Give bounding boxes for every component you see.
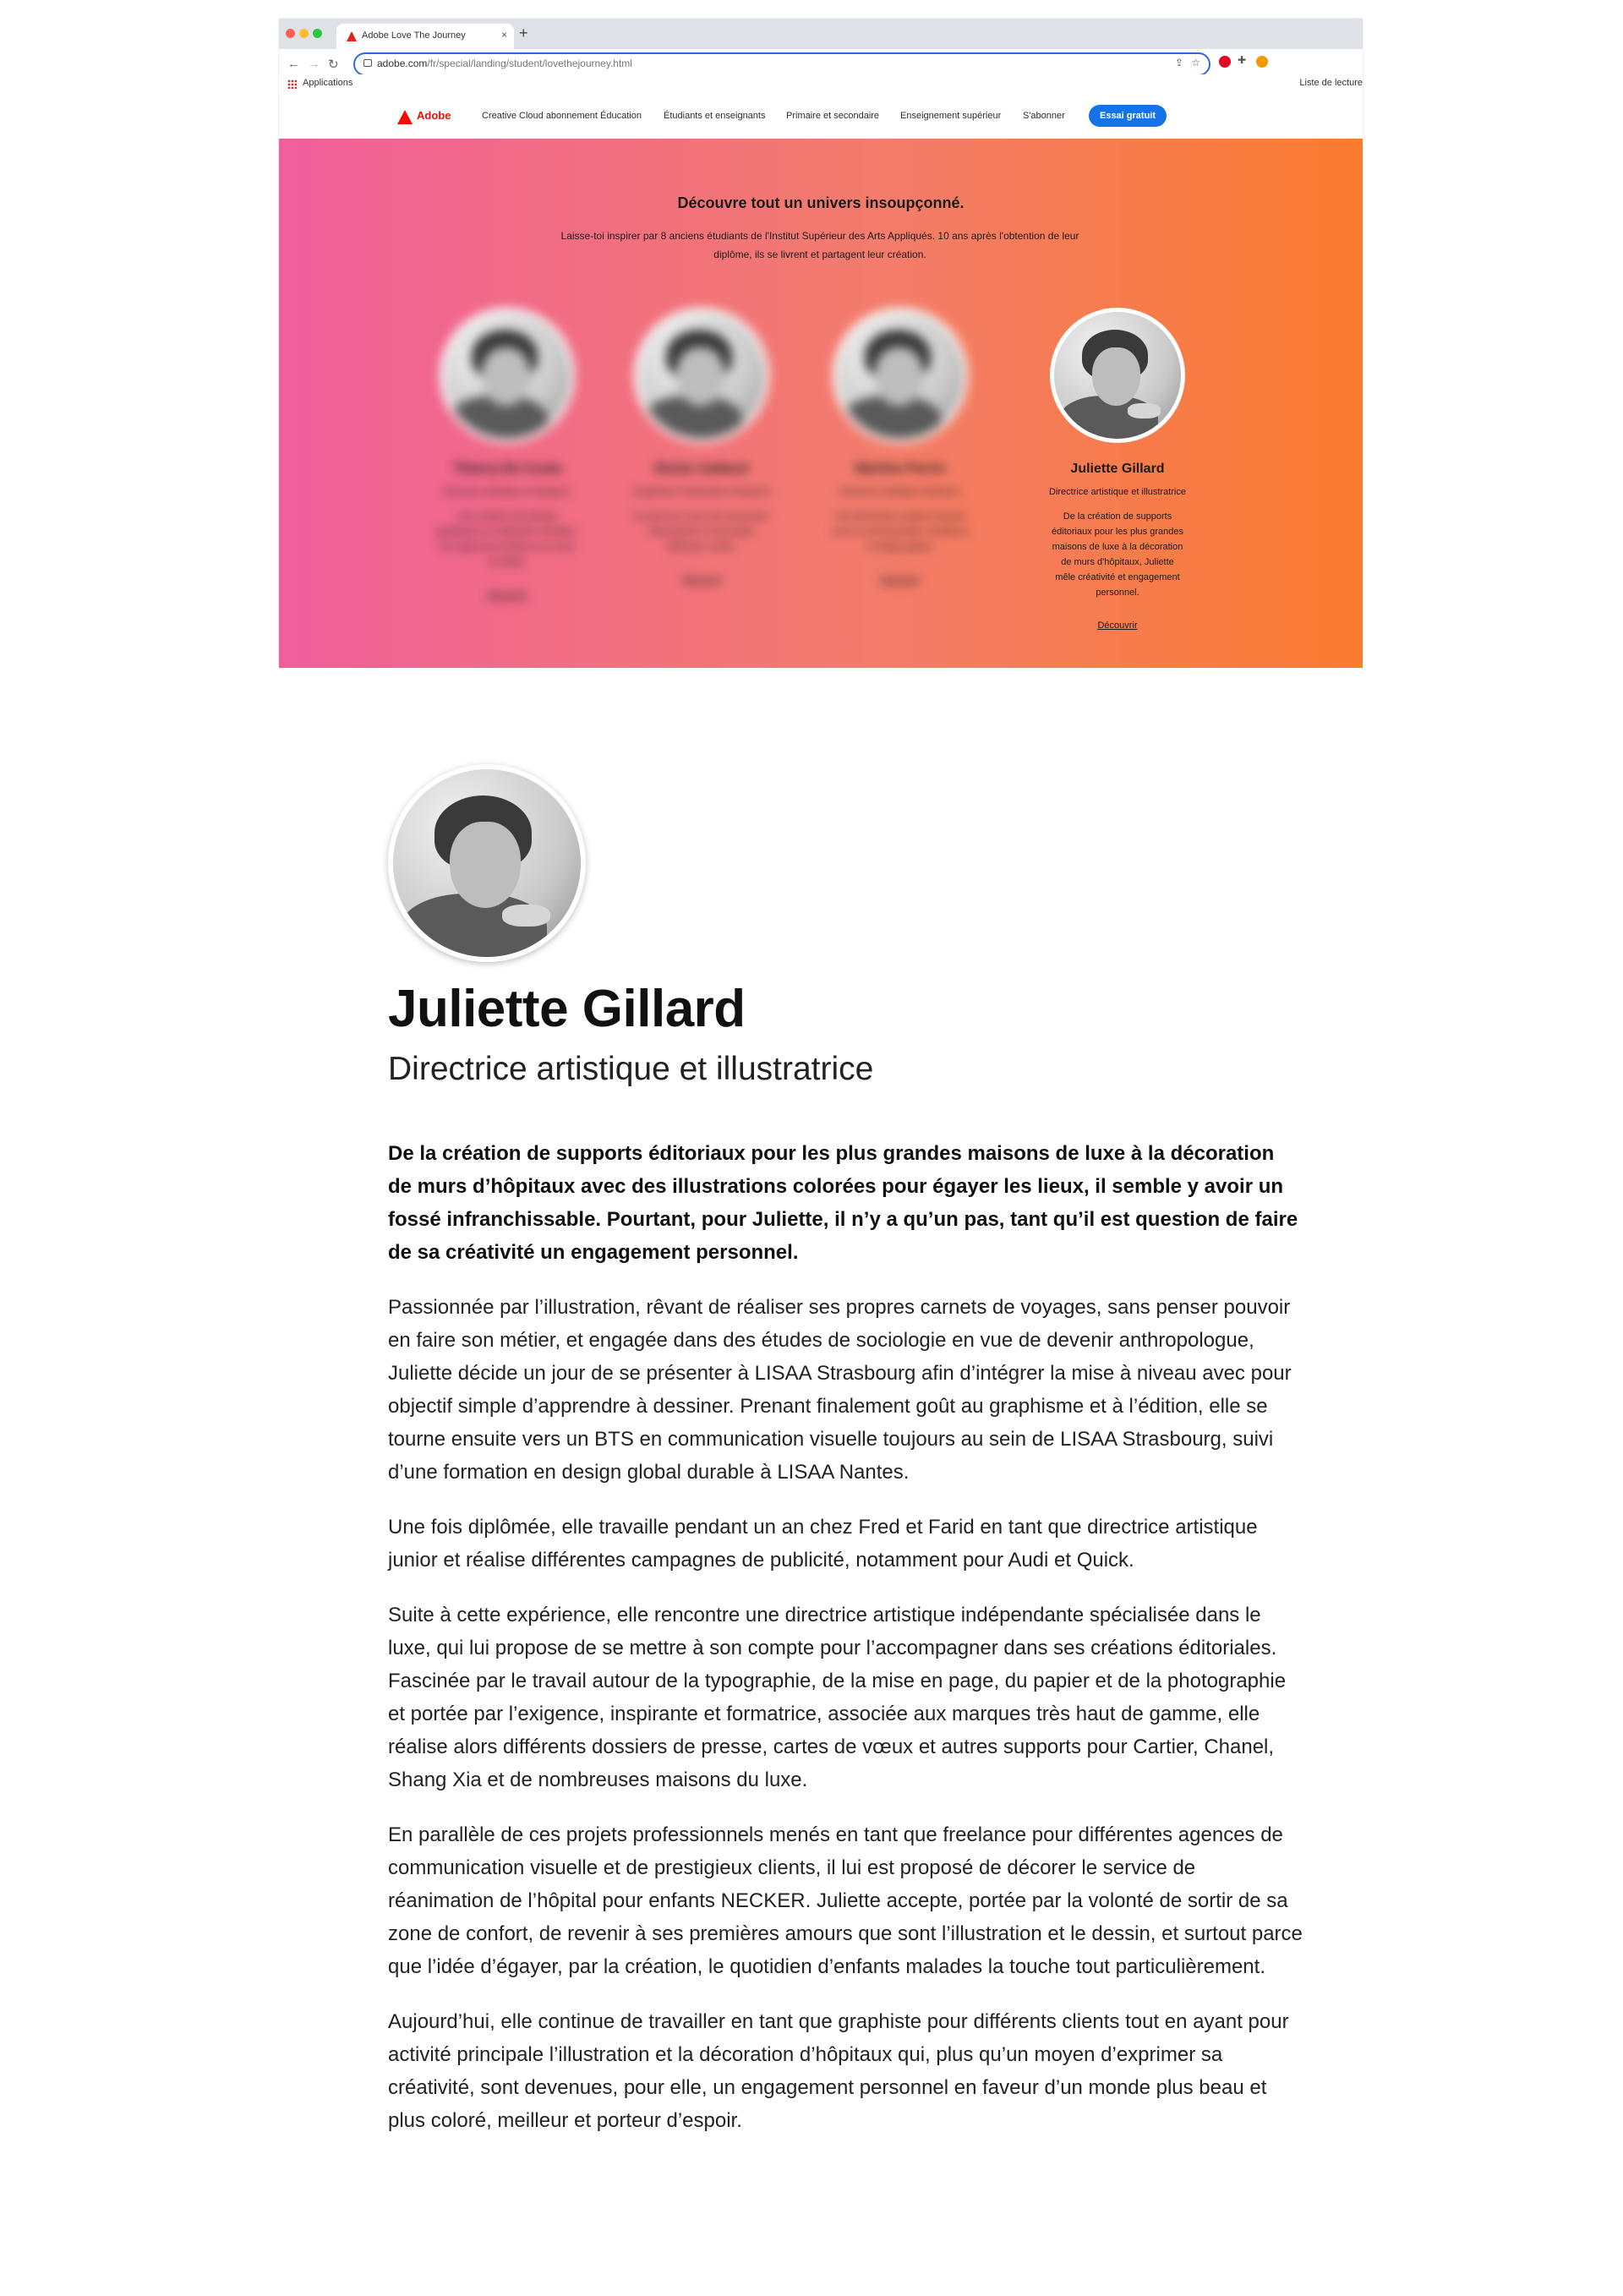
- tab-close-icon[interactable]: ×: [500, 29, 507, 41]
- article-role: Directrice artistique et illustratrice: [388, 1051, 874, 1087]
- discover-link[interactable]: Découvrir: [487, 590, 527, 600]
- adobe-logo-icon[interactable]: [397, 110, 413, 124]
- minimize-window-button[interactable]: [299, 29, 309, 38]
- student-avatar[interactable]: [634, 308, 769, 443]
- url-text[interactable]: [377, 57, 632, 69]
- student-role: Graphiste et illustratrice freelance: [632, 487, 771, 497]
- browser-screenshot: [279, 19, 1363, 668]
- student-role: Directrice artistique et illustratrice: [1049, 487, 1186, 497]
- adobe-global-nav: [279, 93, 1363, 139]
- tab-adobe[interactable]: [336, 24, 514, 49]
- student-role: Directeur artistique et designer: [444, 487, 571, 497]
- adobe-brand[interactable]: Adobe: [417, 109, 451, 122]
- zoom-window-button[interactable]: [313, 29, 322, 38]
- discover-link[interactable]: Découvrir: [880, 575, 921, 585]
- url-host: adobe.com: [377, 57, 428, 69]
- new-tab-button[interactable]: +: [519, 25, 528, 41]
- nav-link-subscribe[interactable]: S'abonner: [1023, 111, 1065, 121]
- article-avatar: [388, 764, 586, 962]
- article-paragraph: Suite à cette expérience, elle rencontre une directrice artistique indépendante spécialisée dans le luxe, qui lui propose de se mettre à son compte pour l’accompagner dans ses créations éditoriales. Fascinée par le travail autour de la typographie, de la mise en page, du papier et de la photographie et portée par l’exigence, inspirante et formatrice, associée aux marques très haut de gamme, elle réalise alors différents dossiers de presse, cartes de vœux et autres supports pour Cartier, Chanel, Shang Xia et de nombreuses maisons du luxe.: [388, 1604, 1287, 1791]
- reload-icon[interactable]: ↻: [328, 57, 339, 72]
- url-path: /fr/special/landing/student/lovethejourney.html: [427, 57, 632, 69]
- puzzle-extension-icon[interactable]: ✚: [1238, 54, 1247, 66]
- student-card-1: [435, 308, 579, 600]
- nav-link-cc-education[interactable]: Creative Cloud abonnement Éducation: [482, 111, 642, 121]
- back-arrow-icon[interactable]: ←: [287, 57, 300, 71]
- bookmarks-bar: [279, 74, 1363, 94]
- hero-subtitle: Laisse-toi inspirer par 8 anciens étudiants de l'Institut Supérieur des Arts Appliqués. 10 ans après l'obtention de leur diplôme, ils se livrent et partagent leur création.: [560, 230, 1079, 260]
- article-paragraph: Aujourd’hui, elle continue de travailler en tant que graphiste pour différents clients tout en ayant pour activité principale l’illustration et la décoration d’hôpitaux qui, plus qu’un moyen d’exprimer sa créativité, sont devenues, pour elle, un engagement personnel en faveur d’un monde plus beau et plus coloré, meilleur et porteur d’espoir.: [388, 2010, 1289, 2132]
- nav-link-higher-ed[interactable]: Enseignement supérieur: [900, 111, 1002, 121]
- profile-avatar-icon[interactable]: [1256, 56, 1268, 68]
- student-desc: Un parcours nourri de rencontres, d'illustrations et de projets éditoriaux variés.: [631, 511, 772, 552]
- student-avatar[interactable]: [833, 308, 968, 443]
- star-bookmark-icon[interactable]: ☆: [1191, 57, 1200, 68]
- nav-link-primary[interactable]: Primaire et secondaire: [786, 111, 880, 121]
- discover-link[interactable]: Découvrir: [681, 575, 722, 585]
- student-card-juliette: [1046, 308, 1189, 631]
- free-trial-button[interactable]: Essai gratuit: [1089, 105, 1167, 127]
- student-card-3: [828, 308, 972, 585]
- article-paragraph: Une fois diplômée, elle travaille pendant un an chez Fred et Farid en tant que directrice artistique junior et réalise différentes campagnes de publicité, notamment pour Audi et Quick.: [388, 1516, 1258, 1572]
- tab-title: Adobe Love The Journey: [362, 30, 466, 41]
- juliette-avatar[interactable]: [1050, 308, 1185, 443]
- share-icon[interactable]: ⇪: [1174, 57, 1183, 68]
- student-name: Eloïse Galland: [654, 462, 749, 476]
- discover-link[interactable]: Découvrir: [1097, 620, 1138, 631]
- article: [388, 979, 1303, 2137]
- article-name: Juliette Gillard: [388, 980, 746, 1038]
- nav-link-students[interactable]: Étudiants et enseignants: [664, 111, 766, 121]
- hero-section: [279, 139, 1363, 668]
- lock-icon: [363, 59, 372, 67]
- hero-title: Découvre tout un univers insoupçonné.: [677, 194, 965, 211]
- address-bar[interactable]: [353, 52, 1210, 76]
- student-avatar[interactable]: [440, 308, 575, 443]
- adobe-favicon-icon: [347, 31, 357, 41]
- student-name: Juliette Gillard: [1070, 462, 1165, 476]
- tab-bar: [279, 19, 1363, 49]
- reading-list-button[interactable]: Liste de lecture: [1299, 78, 1363, 88]
- article-paragraph: Passionnée par l’illustration, rêvant de réaliser ses propres carnets de voyages, sans penser pouvoir en faire son métier, et engagée dans des études de sociologie en vue de devenir anthropologue, Juliette décide un jour de se présenter à LISAA Strasbourg afin d’intégrer la mise à niveau avec pour objectif simple d’apprendre à dessiner. Prenant finalement goût au graphisme et à l’édition, elle se tourne ensuite vers un BTS en communication visuelle toujours au sein de LISAA Strasbourg, suivi d’une formation en design global durable à LISAA Nantes.: [388, 1296, 1292, 1484]
- student-name: Thierry De Costa: [452, 462, 562, 476]
- student-name: Martine Perrin: [855, 462, 946, 476]
- close-window-button[interactable]: [286, 29, 295, 38]
- article-lead: De la création de supports éditoriaux pour les plus grandes maisons de luxe à la décoration de murs d’hôpitaux avec des illustrations colorées pour égayer les lieux, il semble y avoir un fossé infranchissable. Pourtant, pour Juliette, il n’y a qu’un pas, tant qu’il est question de faire de sa créativité un engagement personnel.: [388, 1142, 1298, 1264]
- article-paragraph: En parallèle de ces projets professionnels menés en tant que freelance pour différentes agences de communication visuelle et de prestigieux clients, il lui est proposé de décorer le service de réanimation de l’hôpital pour enfants NECKER. Juliette accepte, portée par la volonté de sortir de sa zone de confort, de revenir à ses premières amours que sont l’illustration et le dessin, et surtout parce que l’idée d’égayer, par la création, le quotidien d’enfants malades la touche tout particulièrement.: [388, 1823, 1303, 1978]
- student-desc: De la création de supports éditoriaux pour les plus grandes maisons de luxe à la décoration de murs d'hôpitaux, Juliette mêle créativité et engagement personnel.: [1052, 511, 1183, 598]
- bookmark-applications[interactable]: Applications: [303, 78, 353, 88]
- student-role: Directrice artistique freelance: [839, 487, 961, 497]
- student-card-2: [630, 308, 773, 585]
- forward-arrow-icon[interactable]: →: [308, 57, 320, 71]
- student-desc: Une démarche créative tournée vers la communication visuelle et le design global.: [832, 511, 969, 552]
- pinterest-extension-icon[interactable]: [1219, 56, 1231, 68]
- apps-grid-icon[interactable]: [287, 79, 297, 89]
- student-desc: Une création de designs graphiques et d'identités visuelles, une approche fondée sur le sens du détail.: [436, 511, 578, 567]
